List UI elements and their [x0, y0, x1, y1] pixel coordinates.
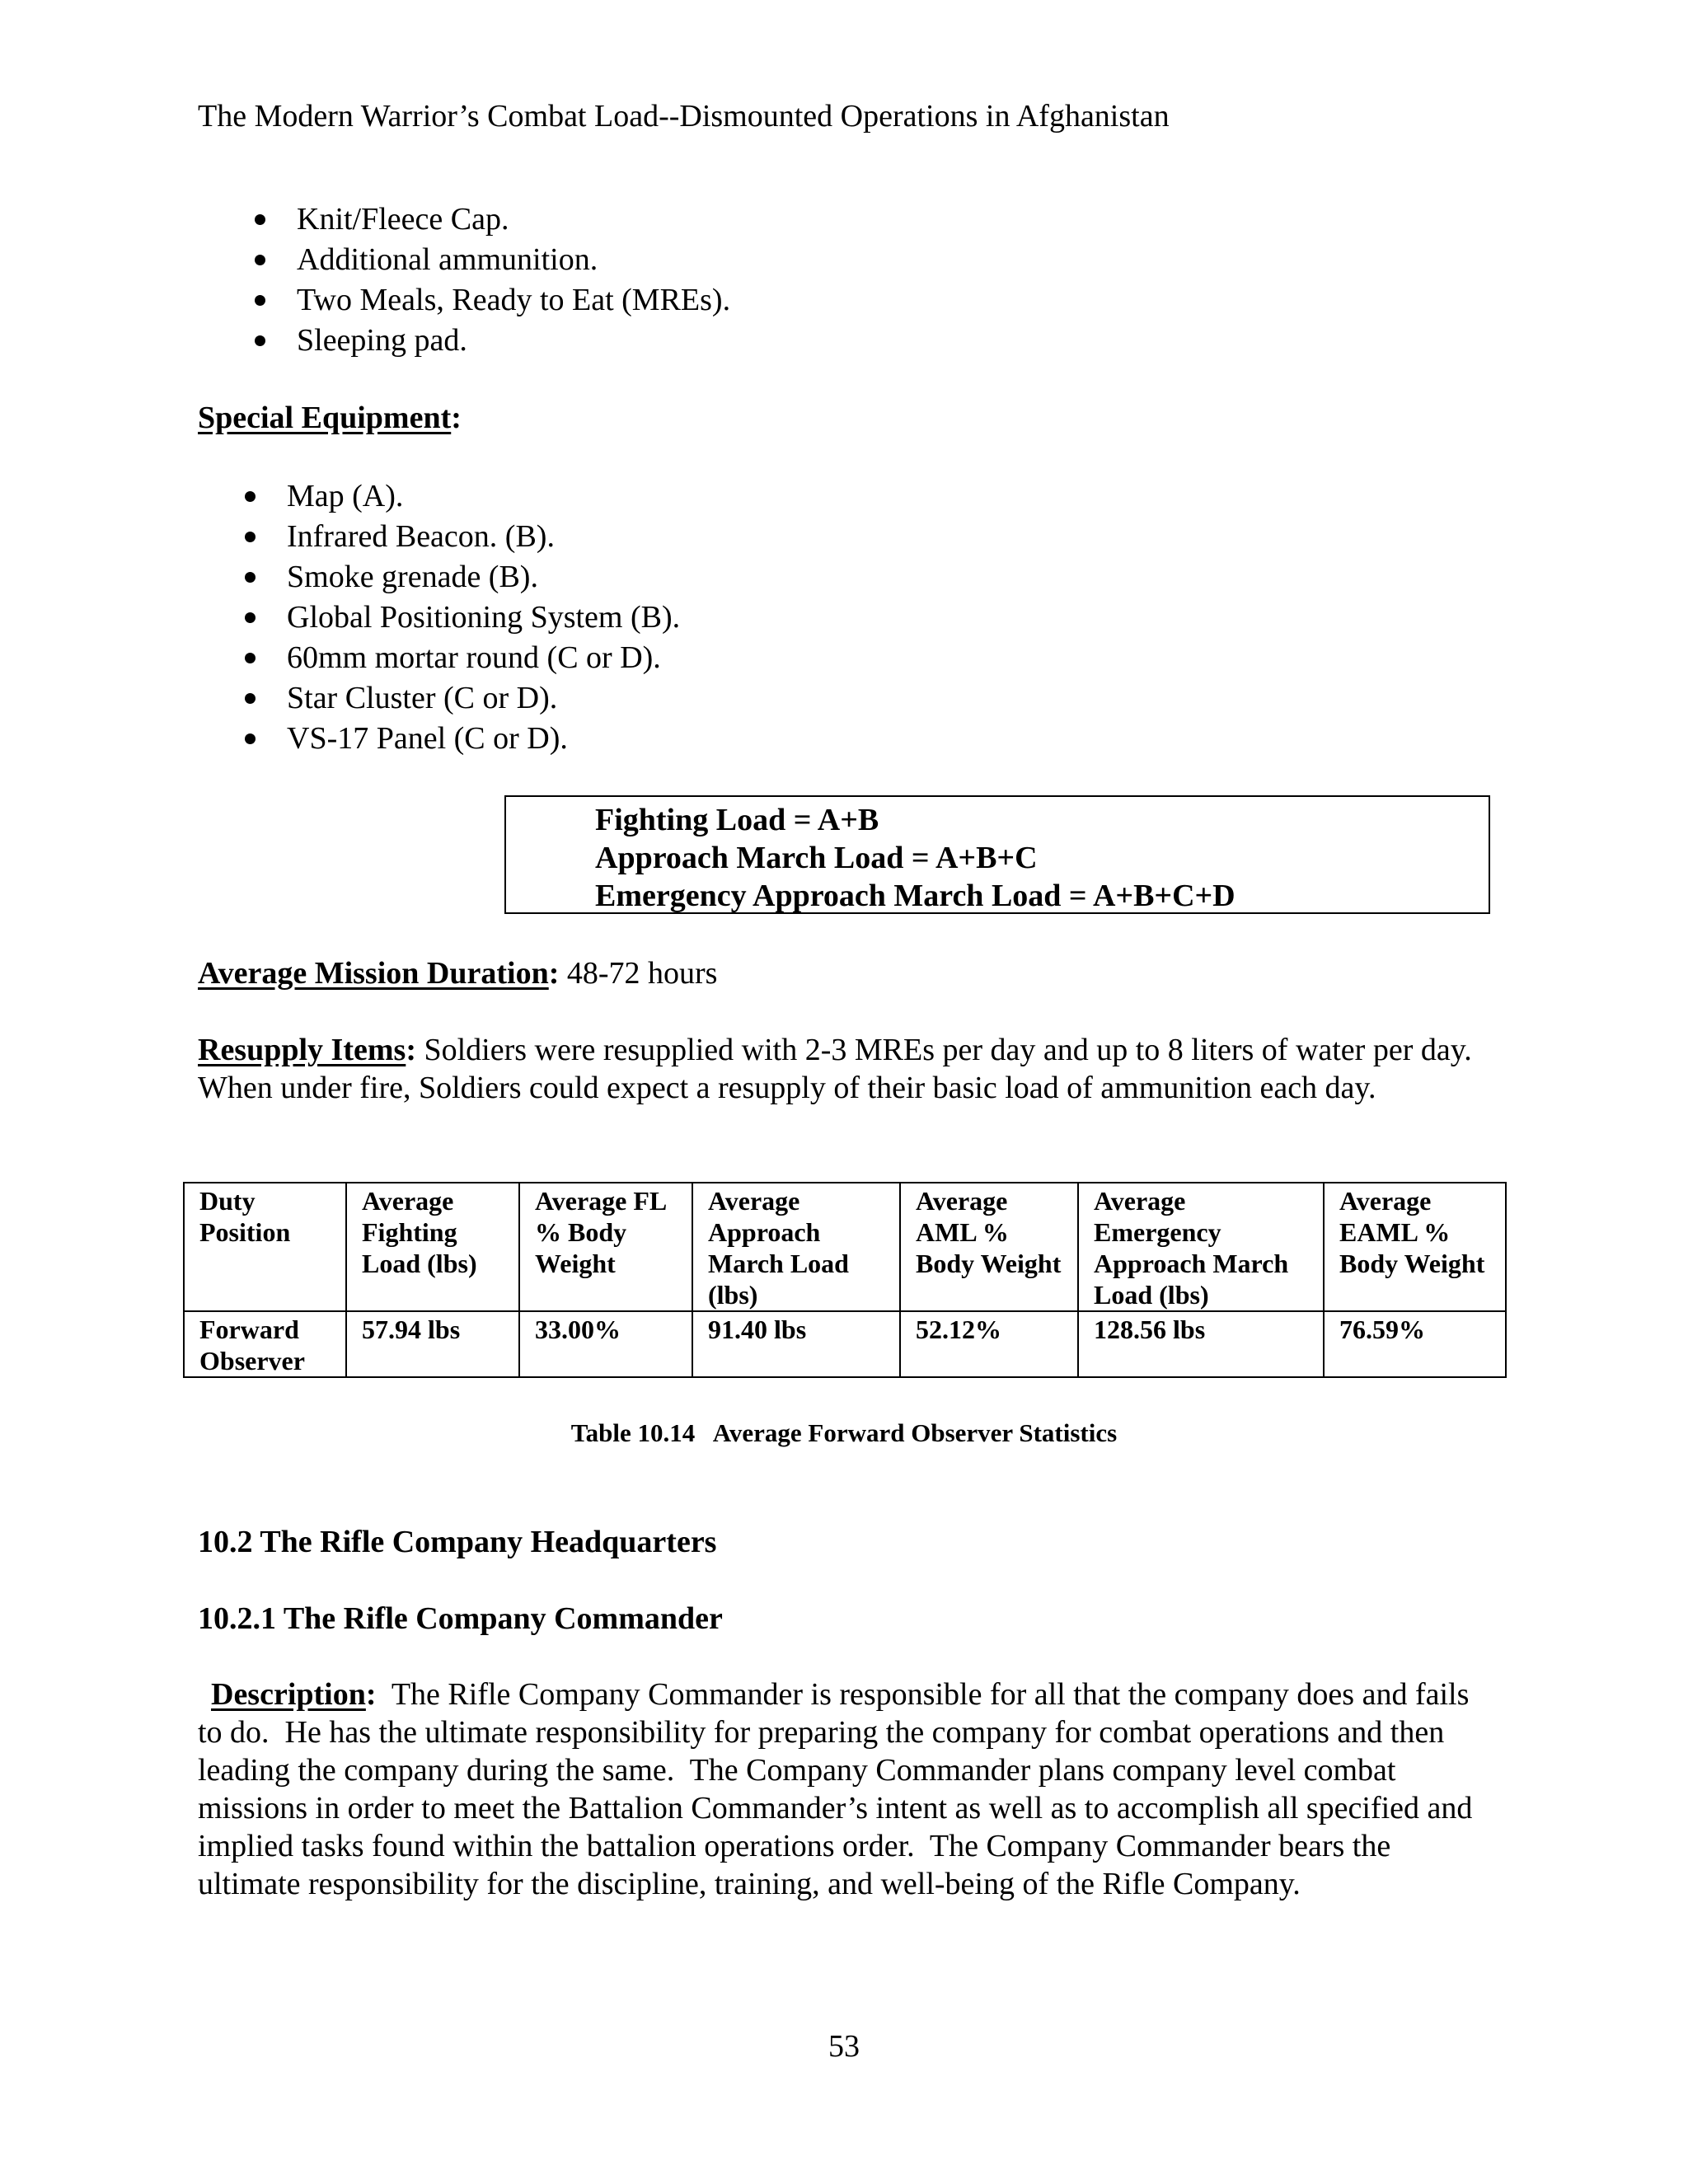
table-cell: 91.40 lbs: [692, 1311, 900, 1377]
fighting-load-formula: Fighting Load = A+B: [595, 803, 879, 837]
description-paragraph: Description: The Rifle Company Commander is responsible for all that the company does and fails to do. He has the ultimate responsibility for preparing the company for combat operations and then leading the company during the same. The Company Commander plans company level combat missions in order to meet the Battalion Commander’s intent as well as to accomplish all specified and implied tasks found within the battalion operations order. The Company Commander bears the ultimate responsibility for the discipline, training, and well-being of the Rifle Company.: [198, 1677, 1480, 1901]
bullet-icon: [255, 214, 265, 225]
resupply-paragraph: Resupply Items: Soldiers were resupplied with 2-3 MREs per day and up to 8 liters of water per day. When under fire, Soldiers could expect a resupply of their basic load of ammunition each day.: [198, 1033, 1472, 1105]
mission-duration: Average Mission Duration: 48-72 hours: [198, 956, 718, 991]
table-cell: 76.59%: [1324, 1311, 1506, 1377]
bullet-icon: [245, 733, 256, 744]
list-item: Smoke grenade (B).: [287, 557, 680, 598]
table-cell: 57.94 lbs: [346, 1311, 519, 1377]
list-item: VS-17 Panel (C or D).: [287, 719, 680, 759]
page-number: 53: [828, 2029, 860, 2064]
table-cell: 52.12%: [900, 1311, 1078, 1377]
running-header: The Modern Warrior’s Combat Load--Dismounted Operations in Afghanistan: [198, 99, 1170, 134]
bullet-icon: [255, 255, 265, 265]
load-formula-box: [504, 795, 1490, 914]
table-header-cell: Average AML % Body Weight: [900, 1183, 1078, 1311]
approach-march-load-formula: Approach March Load = A+B+C: [595, 841, 1038, 875]
table-cell: 128.56 lbs: [1078, 1311, 1324, 1377]
table-cell: Forward Observer: [184, 1311, 346, 1377]
bullet-icon: [245, 693, 256, 704]
table-header-row: [184, 1183, 1506, 1311]
bullet-icon: [255, 335, 265, 346]
list-item: Knit/Fleece Cap.: [297, 199, 730, 240]
special-equipment-list: [287, 476, 680, 759]
bullet-icon: [255, 295, 265, 306]
bullet-icon: [245, 612, 256, 623]
section-heading: 10.2 The Rifle Company Headquarters: [198, 1525, 717, 1559]
list-item: Additional ammunition.: [297, 240, 730, 280]
subsection-heading: 10.2.1 The Rifle Company Commander: [198, 1601, 723, 1636]
table-header-cell: Average FL % Body Weight: [519, 1183, 692, 1311]
special-equipment-heading: Special Equipment:: [198, 401, 462, 435]
list-item: Map (A).: [287, 476, 680, 517]
table-header-cell: Duty Position: [184, 1183, 346, 1311]
bullet-icon: [245, 572, 256, 583]
list-item: Sleeping pad.: [297, 321, 730, 361]
list-item: Two Meals, Ready to Eat (MREs).: [297, 280, 730, 321]
forward-observer-stats-table: [183, 1182, 1507, 1378]
list-item: 60mm mortar round (C or D).: [287, 638, 680, 678]
list-item: Global Positioning System (B).: [287, 598, 680, 638]
table-row: [184, 1311, 1506, 1377]
bullet-icon: [245, 532, 256, 542]
emergency-approach-march-load-formula: Emergency Approach March Load = A+B+C+D: [595, 879, 1236, 913]
equipment-list-continued: [297, 199, 730, 361]
bullet-icon: [245, 653, 256, 663]
table-caption: Table 10.14 Average Forward Observer Statistics: [570, 1418, 1118, 1447]
bullet-icon: [245, 491, 256, 502]
table-header-cell: Average Emergency Approach March Load (lbs): [1078, 1183, 1324, 1311]
table-cell: 33.00%: [519, 1311, 692, 1377]
list-item: Star Cluster (C or D).: [287, 678, 680, 719]
table-header-cell: Average Fighting Load (lbs): [346, 1183, 519, 1311]
list-item: Infrared Beacon. (B).: [287, 517, 680, 557]
table-header-cell: Average Approach March Load (lbs): [692, 1183, 900, 1311]
table-header-cell: Average EAML % Body Weight: [1324, 1183, 1506, 1311]
